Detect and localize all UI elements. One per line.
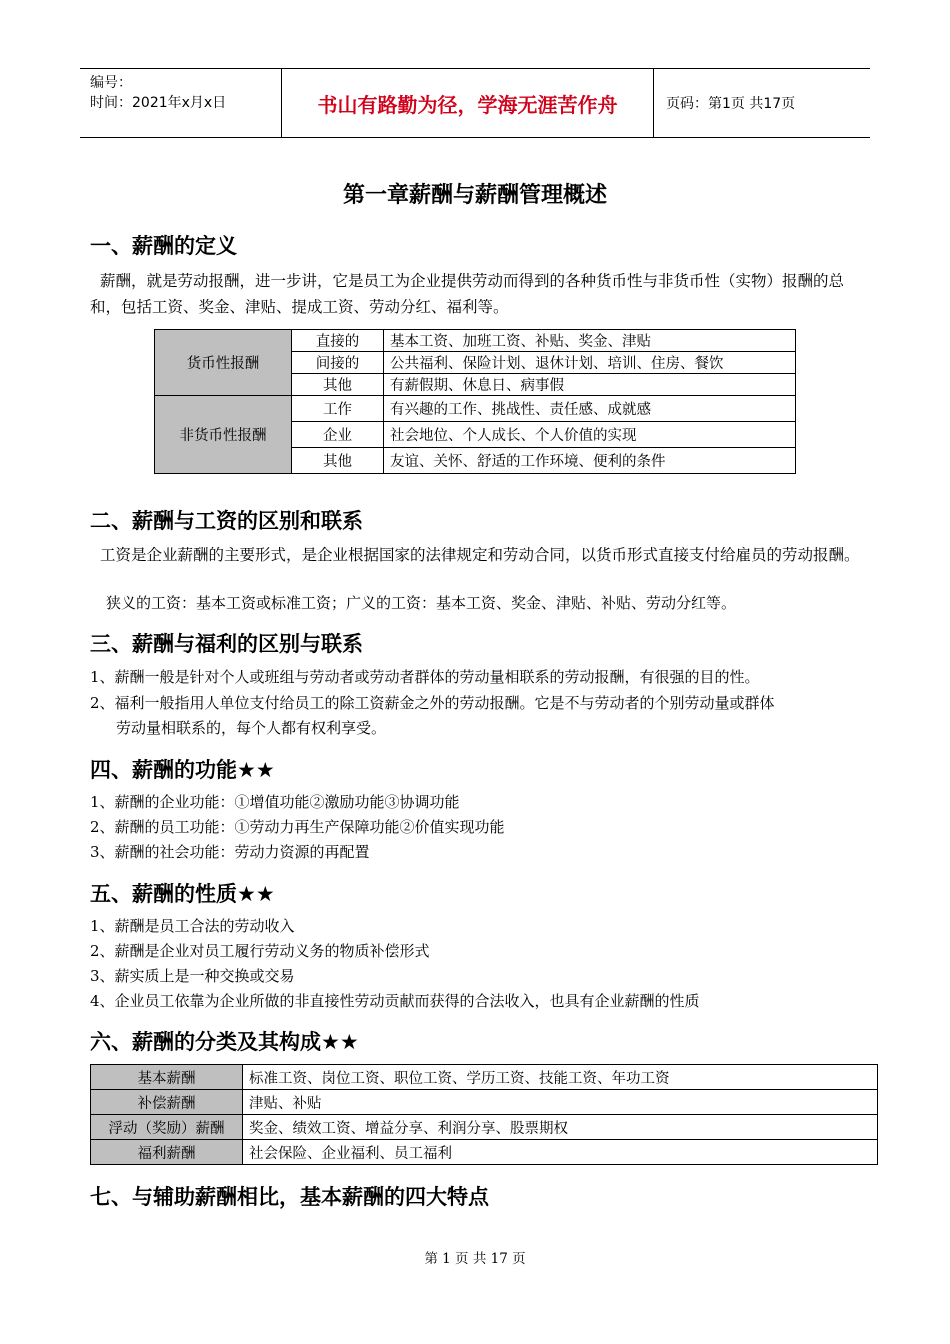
section-heading-1: 一、薪酬的定义	[90, 234, 237, 258]
section-heading-6: 六、薪酬的分类及其构成★★	[90, 1030, 359, 1054]
table-cell: 其他	[292, 448, 384, 474]
list-item: 1、薪酬的企业功能：①增值功能②激励功能③协调功能	[90, 793, 460, 811]
list-item: 4、企业员工依靠为企业所做的非直接性劳动贡献而获得的合法收入，也具有企业薪酬的性质	[90, 992, 700, 1010]
list-item: 2、福利一般指用人单位支付给员工的除工资薪金之外的劳动报酬。它是不与劳动者的个别劳动量或群体	[90, 694, 775, 712]
table-cell: 补偿薪酬	[91, 1090, 243, 1115]
table-cell: 间接的	[292, 352, 384, 374]
table-cell: 直接的	[292, 330, 384, 352]
table-cell: 浮动（奖励）薪酬	[91, 1115, 243, 1140]
header-meta	[80, 69, 282, 137]
chapter-title: 第一章薪酬与薪酬管理概述	[342, 183, 607, 208]
monetary-category: 货币性报酬	[155, 330, 292, 396]
list-item: 1、薪酬是员工合法的劳动收入	[90, 917, 295, 935]
page-footer: 第 1 页 共 17 页	[424, 1251, 526, 1267]
list-item-continuation: 劳动量相联系的，每个人都有权利享受。	[116, 719, 387, 737]
table-cell: 社会地位、个人成长、个人价值的实现	[384, 422, 796, 448]
list-item: 1、薪酬一般是针对个人或班组与劳动者或劳动者群体的劳动量相联系的劳动报酬，有很强的目的性。	[90, 668, 760, 686]
table-cell: 奖金、绩效工资、增益分享、利润分享、股票期权	[243, 1115, 878, 1140]
section-1-paragraph: 薪酬，就是劳动报酬，进一步讲，它是员工为企业提供劳动而得到的各种货币性与非货币性（实物）报酬的总和，包括工资、奖金、津贴、提成工资、劳动分红、福利等。	[90, 272, 845, 316]
list-item: 3、薪实质上是一种交换或交易	[90, 967, 295, 985]
table-cell: 社会保险、企业福利、员工福利	[243, 1140, 878, 1165]
number-label: 编号：	[90, 75, 132, 91]
monetary-table	[154, 329, 796, 474]
table-cell: 公共福利、保险计划、退休计划、培训、住房、餐饮	[384, 352, 796, 374]
list-item: 2、薪酬的员工功能：①劳动力再生产保障功能②价值实现功能	[90, 818, 505, 836]
section-heading-2: 二、薪酬与工资的区别和联系	[90, 509, 363, 533]
table-cell: 基本薪酬	[91, 1065, 243, 1090]
page-header	[80, 68, 870, 138]
table-cell: 友谊、关怀、舒适的工作环境、便利的条件	[384, 448, 796, 474]
section-heading-4: 四、薪酬的功能★★	[90, 758, 275, 782]
table-cell: 津贴、补贴	[243, 1090, 878, 1115]
table-cell: 企业	[292, 422, 384, 448]
section-heading-7: 七、与辅助薪酬相比，基本薪酬的四大特点	[90, 1185, 489, 1209]
table-cell: 其他	[292, 374, 384, 396]
table-cell: 有薪假期、休息日、病事假	[384, 374, 796, 396]
header-page-info: 页码：第1页 共17页	[666, 96, 796, 112]
section-2-note: 狭义的工资：基本工资或标准工资；广义的工资：基本工资、奖金、津贴、补贴、劳动分红等。	[106, 594, 737, 612]
composition-table	[90, 1064, 878, 1165]
table-cell: 有兴趣的工作、挑战性、责任感、成就感	[384, 396, 796, 422]
time-label: 时间：2021年x月x日	[90, 95, 227, 111]
header-motto: 书山有路勤为径，学海无涯苦作舟	[282, 69, 654, 137]
list-item: 3、薪酬的社会功能：劳动力资源的再配置	[90, 843, 370, 861]
table-cell: 福利薪酬	[91, 1140, 243, 1165]
section-heading-3: 三、薪酬与福利的区别与联系	[90, 632, 363, 656]
table-cell: 标准工资、岗位工资、职位工资、学历工资、技能工资、年功工资	[243, 1065, 878, 1090]
table-cell: 工作	[292, 396, 384, 422]
section-2-paragraph: 工资是企业薪酬的主要形式，是企业根据国家的法律规定和劳动合同，以货币形式直接支付给雇员的劳动报酬。	[100, 546, 860, 564]
table-cell: 基本工资、加班工资、补贴、奖金、津贴	[384, 330, 796, 352]
section-heading-5: 五、薪酬的性质★★	[90, 882, 275, 906]
list-item: 2、薪酬是企业对员工履行劳动义务的物质补偿形式	[90, 942, 430, 960]
nonmonetary-category: 非货币性报酬	[155, 396, 292, 474]
